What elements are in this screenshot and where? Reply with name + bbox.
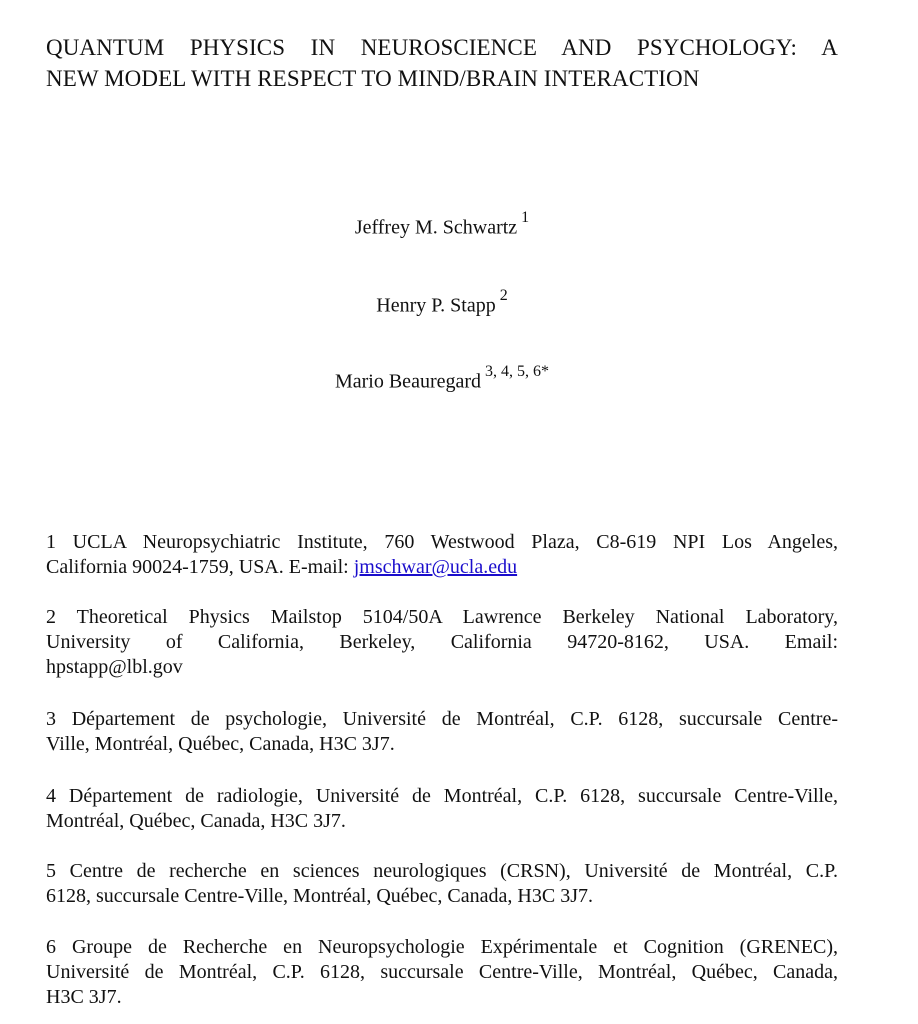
affiliation-2: [46, 605, 838, 680]
title-line-2: NEW MODEL WITH RESPECT TO MIND/BRAIN INTERACTION: [46, 66, 700, 91]
author-affiliation-marks: 2: [499, 287, 508, 304]
affiliation-1: [46, 530, 838, 580]
affiliation-line: 2 Theoretical Physics Mailstop 5104/50A Lawrence Berkeley National Laboratory,: [46, 606, 838, 628]
author-affiliation-marks: 1: [521, 209, 530, 226]
affiliation-5: [46, 859, 838, 909]
affiliation-line: University of California, Berkeley, California 94720-8162, USA. Email:: [46, 631, 838, 653]
author-name: Henry P. Stapp: [376, 294, 496, 317]
author-2: [46, 288, 838, 318]
affiliation-line: 5 Centre de recherche en sciences neurologiques (CRSN), Université de Montréal, C.P.: [46, 860, 838, 882]
author-1: [46, 210, 838, 240]
affiliation-line: 1 UCLA Neuropsychiatric Institute, 760 Westwood Plaza, C8-619 NPI Los Angeles,: [46, 531, 838, 553]
paper-title: [46, 32, 838, 94]
affiliation-line: 6 Groupe de Recherche en Neuropsychologie Expérimentale et Cognition (GRENEC),: [46, 936, 838, 958]
affiliation-line: hpstapp@lbl.gov: [46, 656, 183, 678]
author-affiliation-marks: 3, 4, 5, 6*: [485, 363, 550, 380]
affiliation-line: Ville, Montréal, Québec, Canada, H3C 3J7.: [46, 733, 395, 755]
author-3: [46, 364, 838, 394]
affiliation-line: 4 Département de radiologie, Université de Montréal, C.P. 6128, succursale Centre-Ville,: [46, 785, 838, 807]
affiliation-line: Université de Montréal, C.P. 6128, succursale Centre-Ville, Montréal, Québec, Canada,: [46, 961, 838, 983]
affiliation-line: H3C 3J7.: [46, 986, 122, 1008]
paper-page: [46, 0, 838, 1024]
affiliation-line-prefix: California 90024-1759, USA. E-mail:: [46, 556, 354, 578]
affiliation-line: 3 Département de psychologie, Université de Montréal, C.P. 6128, succursale Centre-: [46, 708, 838, 730]
author-name: Mario Beauregard: [334, 370, 482, 393]
author-name: Jeffrey M. Schwartz: [354, 216, 518, 239]
affiliation-6: [46, 935, 838, 1010]
affiliation-line: Montréal, Québec, Canada, H3C 3J7.: [46, 810, 346, 832]
affiliation-line: 6128, succursale Centre-Ville, Montréal, Québec, Canada, H3C 3J7.: [46, 885, 593, 907]
affiliation-3: [46, 707, 838, 757]
affiliation-4: [46, 784, 838, 834]
title-line-1: QUANTUM PHYSICS IN NEUROSCIENCE AND PSYCHOLOGY: A: [46, 35, 838, 60]
affiliation-line: [46, 555, 838, 580]
email-link[interactable]: jmschwar@ucla.edu: [353, 556, 518, 578]
